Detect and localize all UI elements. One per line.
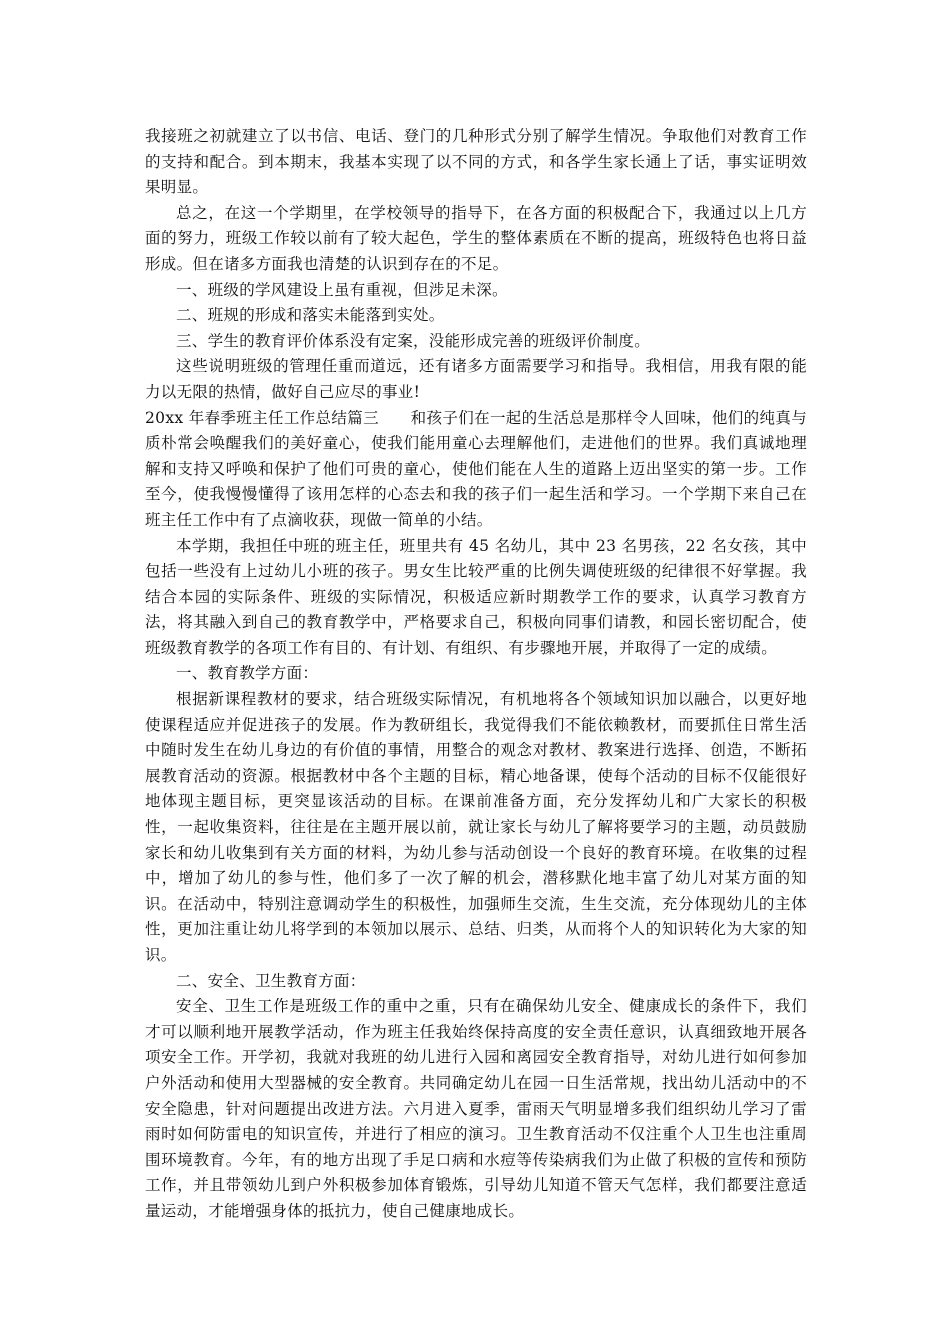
paragraph-shortcoming-1: 一、班级的学风建设上虽有重视，但涉足未深。 — [176, 280, 508, 299]
paragraph-shortcoming-3: 三、学生的教育评价体系没有定案，没能形成完善的班级评价制度。 — [176, 331, 651, 350]
heading-safety-hygiene: 二、安全、卫生教育方面： — [176, 971, 366, 990]
paragraph-safety-hygiene: 安全、卫生工作是班级工作的重中之重，只有在确保幼儿安全、健康成长的条件下，我们才可以顺利地开展教学活动，作为班主任我始终保持高度的安全责任意识，认真细致地开展各项安全工作。开学初，我就对我班的幼儿进行入园和离园安全教育指导，对幼儿进行如何参加户外活动和使用大型器械的安全教育。共同确定幼儿在园一日生活常规，找出幼儿活动中的不安全隐患，针对问题提出改进方法。六月进入夏季，雷雨天气明显增多我们组织幼儿学习了雷雨时如何防雷电的知识宣传，并进行了相应的演习。卫生教育活动不仅注重个人卫生也注重周围环境教育。今年，有的地方出现了手足口病和水痘等传染病我们为止做了积极的宣传和预防工作，并且带领幼儿到户外积极参加体育锻炼，引导幼儿知道不管天气怎样，我们都要注意适量运动，才能增强身体的抵抗力，使自己健康地成长。 — [145, 997, 807, 1220]
heading-teaching: 一、教育教学方面： — [176, 664, 319, 683]
paragraph-parent-contact: 我接班之初就建立了以书信、电话、登门的几种形式分别了解学生情况。争取他们对教育工作的支持和配合。到本期末，我基本实现了以不同的方式，和各学生家长通上了话，事实证明效果明显。 — [145, 127, 807, 197]
paragraph-summary: 总之，在这一个学期里，在学校领导的指导下，在各方面的积极配合下，我通过以上几方面的努力，班级工作较以前有了较大起色，学生的整体素质在不断的提高，班级特色也将日益形成。但在诸多方面我也清楚的认识到存在的不足。 — [145, 203, 807, 273]
paragraph-shortcoming-2: 二、班规的形成和落实未能落到实处。 — [176, 306, 445, 325]
paragraph-section-three-intro: 20xx 年春季班主任工作总结篇三 和孩子们在一起的生活总是那样令人回味，他们的纯真与质朴常会唤醒我们的美好童心，使我们能用童心去理解他们，走进他们的世界。我们真诚地理解和支持又呼唤和保护了他们可贵的童心，使他们能在人生的道路上迈出坚实的第一步。工作至今，使我慢慢懂得了该用怎样的心态去和我的孩子们一起生活和学习。一个学期下来自己在班主任工作中有了点滴收获，现做一简单的小结。 — [145, 408, 807, 529]
paragraph-class-info: 本学期，我担任中班的班主任，班里共有 45 名幼儿，其中 23 名男孩，22 名女孩，其中包括一些没有上过幼儿小班的孩子。男女生比较严重的比例失调使班级的纪律很不好掌握。我结合本园的实际条件、班级的实际情况，积极适应新时期教学工作的要求，认真学习教育方法，将其融入到自己的教育教学中，严格要求自己，积极向同事们请教，和园长密切配合，使班级教育教学的各项工作有目的、有计划、有组织、有步骤地开展，并取得了一定的成绩。 — [145, 536, 807, 657]
document-body — [145, 124, 807, 1225]
paragraph-conclusion: 这些说明班级的管理任重而道远，还有诸多方面需要学习和指导。我相信，用我有限的能力以无限的热情，做好自己应尽的事业! — [145, 357, 807, 401]
paragraph-teaching: 根据新课程教材的要求，结合班级实际情况，有机地将各个领域知识加以融合，以更好地使课程适应并促进孩子的发展。作为教研组长，我觉得我们不能依赖教材，而要抓住日常生活中随时发生在幼儿身边的有价值的事情，用整合的观念对教材、教案进行选择、创造，不断拓展教育活动的资源。根据教材中各个主题的目标，精心地备课，使每个活动的目标不仅能很好地体现主题目标，更突显该活动的目标。在课前准备方面，充分发挥幼儿和广大家长的积极性，一起收集资料，往往是在主题开展以前，就让家长与幼儿了解将要学习的主题，动员鼓励家长和幼儿收集到有关方面的材料，为幼儿参与活动创设一个良好的教育环境。在收集的过程中，增加了幼儿的参与性，他们多了一次了解的机会，潜移默化地丰富了幼儿对某方面的知识。在活动中，特别注意调动学生的积极性，加强师生交流，生生交流，充分体现幼儿的主体性，更加注重让幼儿将学到的本领加以展示、总结、归类，从而将个人的知识转化为大家的知识。 — [145, 690, 807, 964]
